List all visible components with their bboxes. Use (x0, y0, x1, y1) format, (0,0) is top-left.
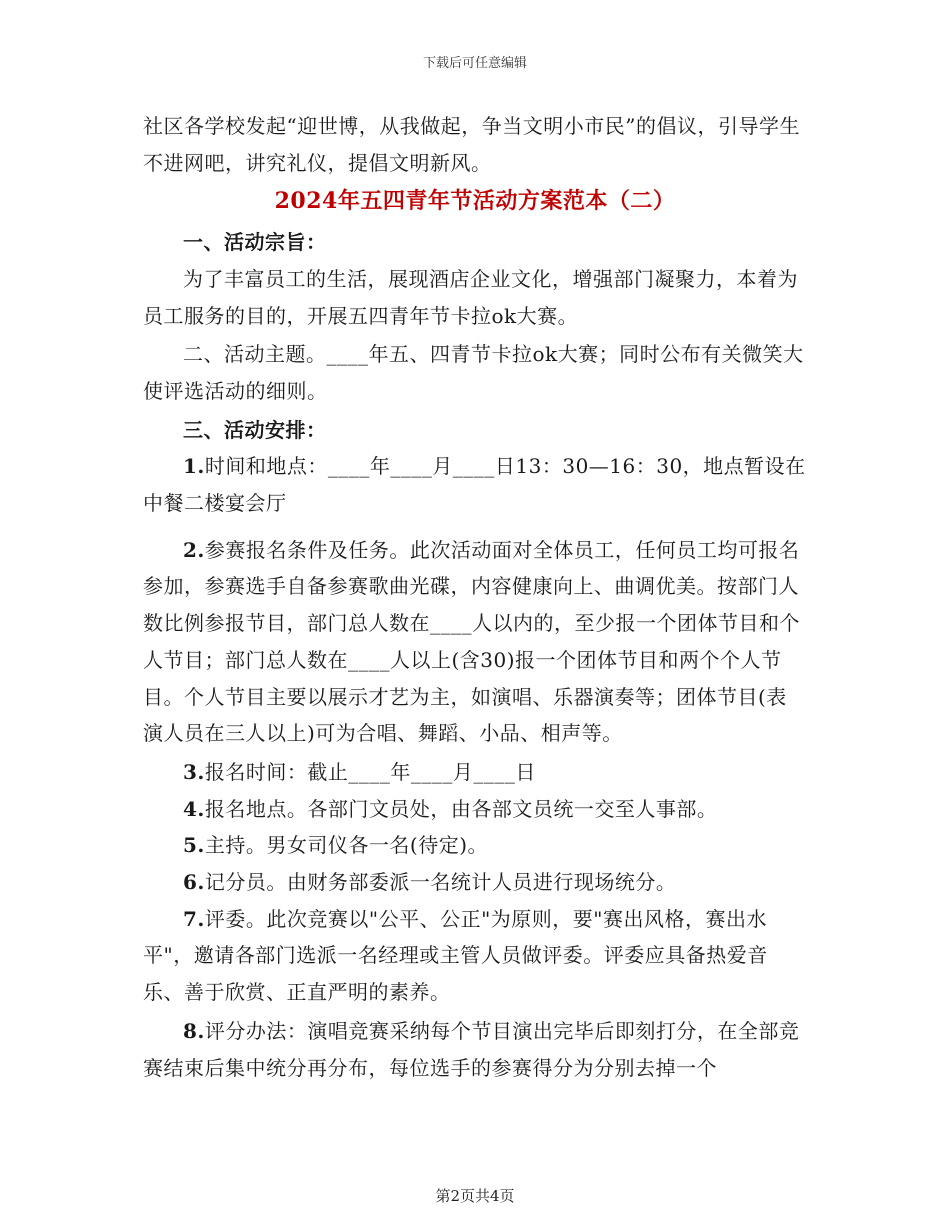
list-text: 主持。男女司仪各一名(待定)。 (204, 833, 488, 858)
list-number: 1. (183, 454, 205, 479)
list-item-2 (143, 532, 807, 752)
list-text: 报名时间：截止____年____月____日 (204, 759, 536, 784)
list-text: 报名地点。各部门文员处，由各部文员统一交至人事部。 (204, 796, 718, 821)
list-number: 8. (183, 1018, 205, 1043)
list-number: 6. (183, 870, 205, 895)
list-text: 评分办法：演唱竞赛采纳每个节目演出完毕后即刻打分，在全部竞赛结束后集中统分再分布，每位选手的参赛得分为分别去掉一个 (143, 1018, 800, 1080)
list-text: 评委。此次竞赛以"公平、公正"为原则，要"赛出风格，赛出水平"，邀请各部门选派一名经理或主管人员做评委。评委应具备热爱音乐、善于欣赏、正直严明的素养。 (143, 906, 768, 1005)
list-item-6 (143, 864, 807, 901)
list-text: 记分员。由财务部委派一名统计人员进行现场统分。 (204, 870, 677, 895)
list-number: 2. (183, 537, 205, 562)
list-item-3 (143, 754, 807, 791)
list-text: 参赛报名条件及任务。此次活动面对全体员工，任何员工均可报名参加，参赛选手自备参赛歌曲光碟，内容健康向上、曲调优美。按部门人数比例参报节目，部门总人数在____人以内的，至少报一个团体节目和个人节目；部门总人数在____人以上(含30)报一个团体节目和两个个人节目。个人节目主要以展示才艺为主，如演唱、乐器演奏等；团体节目(表演人员在三人以上)可为合唱、舞蹈、小品、相声等。 (143, 537, 800, 746)
list-item-7 (143, 901, 807, 1011)
document-title: 2024年五四青年节活动方案范本（二） (274, 188, 676, 215)
list-number: 7. (183, 906, 205, 931)
paragraph-theme: 二、活动主题。____年五、四青节卡拉ok大赛；同时公布有关微笑大使评选活动的细则。 (143, 342, 804, 403)
paragraph-intro: 社区各学校发起“迎世博，从我做起，争当文明小市民”的倡议，引导学生不进网吧，讲究礼仪，提倡文明新风。 (143, 114, 800, 175)
page-header: 下载后可任意编辑 (422, 56, 527, 71)
document-body (143, 108, 807, 1086)
list-number: 5. (183, 833, 205, 858)
page-footer: 第2页共4页 (435, 1187, 515, 1205)
paragraph-purpose: 为了丰富员工的生活，展现酒店企业文化，增强部门凝聚力，本着为员工服务的目的，开展五四青年节卡拉ok大赛。 (143, 266, 798, 328)
list-number: 4. (183, 796, 205, 821)
list-number: 3. (183, 759, 205, 784)
heading-arrangement: 三、活动安排： (183, 417, 327, 442)
list-item-5 (143, 827, 807, 864)
heading-purpose: 一、活动宗旨： (183, 230, 327, 255)
list-item-1 (143, 448, 807, 521)
list-item-4 (143, 791, 807, 828)
list-item-8 (143, 1013, 807, 1086)
list-text: 时间和地点：____年____月____日13：30—16：30，地点暂设在中餐二楼宴会厅 (143, 454, 806, 516)
